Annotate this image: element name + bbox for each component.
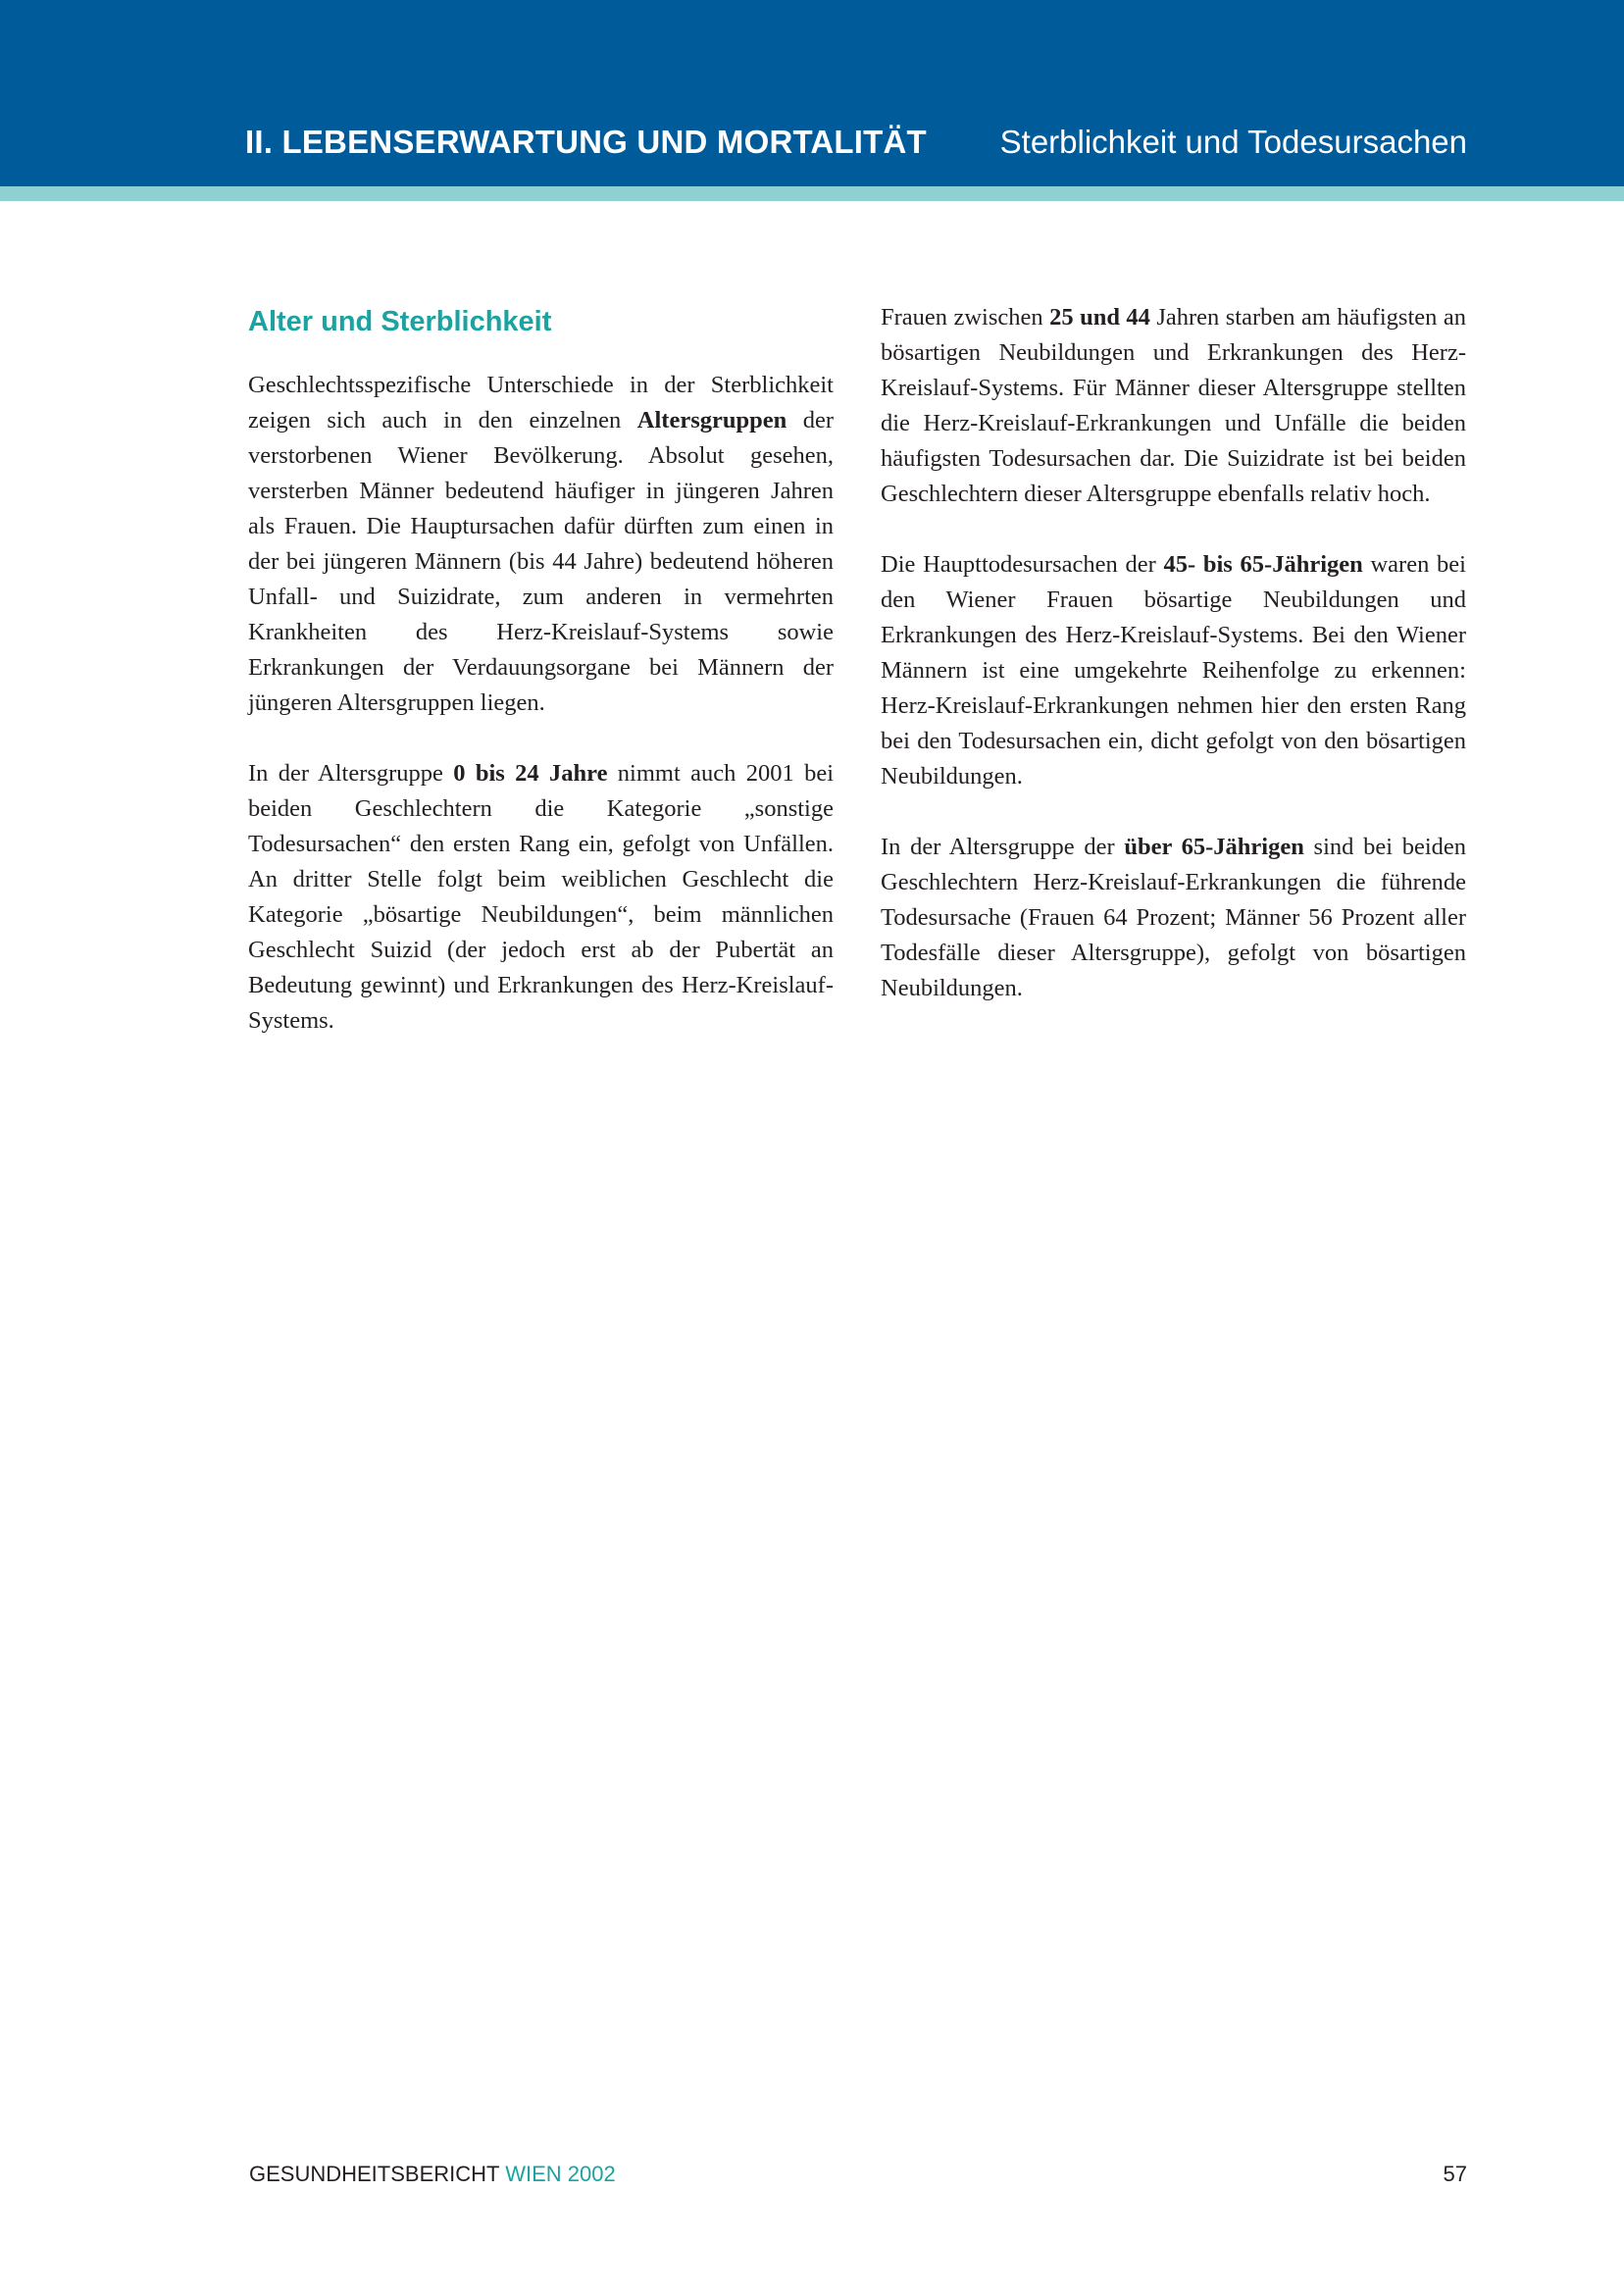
header-accent-stripe	[0, 186, 1624, 201]
footer-label: GESUNDHEITSBERICHT	[249, 2162, 500, 2186]
right-column	[881, 300, 1466, 1042]
paragraph-text: In der Altersgruppe der	[881, 834, 1125, 860]
footer-accent: WIEN 2002	[505, 2162, 616, 2186]
paragraph-age-over-65	[881, 830, 1466, 1006]
paragraph-age-0-24	[248, 756, 834, 1039]
footer-publication	[249, 2162, 616, 2187]
paragraph-text: Die Haupttodesursachen der	[881, 551, 1164, 578]
paragraph-text: Geschlechtsspezifische Unterschiede in der Sterblichkeit zeigen sich auch in den einzelnen	[248, 372, 834, 433]
page-number: 57	[1443, 2162, 1467, 2186]
paragraph-text: Frauen zwischen	[881, 304, 1050, 331]
paragraph-text: der verstorbenen Wiener Bevölkerung. Absolut gesehen, versterben Männer bedeutend häufiger in jüngeren Jahren als Frauen. Die Hauptursachen dafür dürften zum einen in der bei jüngeren Männern (bis 44 Jahre) bedeutend höheren Unfall- und Suizidrate, zum anderen in vermehrten Krankheiten des Herz-Kreislauf-Systems sowie Erkrankungen der Verdauungsorgane bei Männern der jüngeren Altersgruppen liegen.	[248, 407, 834, 716]
paragraph-age-groups	[248, 368, 834, 721]
emphasis-text: 0 bis 24 Jahre	[453, 760, 608, 787]
paragraph-text: nimmt auch 2001 bei beiden Geschlechtern die Kategorie „sonstige Todesursachen“ den ersten Rang ein, gefolgt von Unfällen. An dritter Stelle folgt beim weiblichen Geschlecht die Kategorie „bösartige Neubildungen“, beim männlichen Geschlecht Suizid (der jedoch erst ab der Pubertät an Bedeutung gewinnt) und Erkrankungen des Herz-Kreislauf-Systems.	[248, 760, 834, 1034]
chapter-title: II. LEBENSERWARTUNG UND MORTALITÄT	[245, 124, 927, 160]
left-column	[248, 299, 834, 1074]
paragraph-age-45-65	[881, 547, 1466, 794]
paragraph-text: waren bei den Wiener Frauen bösartige Neubildungen und Erkrankungen des Herz-Kreislauf-Systems. Bei den Wiener Männern ist eine umgekehrte Reihenfolge zu erkennen: Herz-Kreislauf-Erkrankungen nehmen hier den ersten Rang bei den Todesursachen ein, dicht gefolgt von den bösartigen Neubildungen.	[881, 551, 1466, 790]
emphasis-text: 25 und 44	[1049, 304, 1150, 331]
paragraph-age-25-44	[881, 300, 1466, 512]
paragraph-text: sind bei beiden Geschlechtern Herz-Kreislauf-Erkrankungen die führende Todesursache (Frauen 64 Prozent; Männer 56 Prozent aller Todesfälle dieser Altersgruppe), gefolgt von bösartigen Neubildungen.	[881, 834, 1467, 1001]
section-title: Sterblichkeit und Todesursachen	[999, 124, 1467, 160]
content-heading: Alter und Sterblichkeit	[248, 306, 552, 337]
emphasis-text: 45- bis 65-Jährigen	[1163, 551, 1363, 578]
emphasis-text: Altersgruppen	[636, 407, 787, 433]
paragraph-text: In der Altersgruppe	[248, 760, 454, 787]
paragraph-text: Jahren starben am häufigsten an bösartigen Neubildungen und Erkrankungen des Herz-Kreislauf-Systems. Für Männer dieser Altersgruppe stellten die Herz-Kreislauf-Erkrankungen und Unfälle die beiden häufigsten Todesursachen dar. Die Suizidrate ist bei beiden Geschlechtern dieser Altersgruppe ebenfalls relativ hoch.	[881, 304, 1466, 507]
emphasis-text: über 65-Jährigen	[1124, 834, 1304, 860]
